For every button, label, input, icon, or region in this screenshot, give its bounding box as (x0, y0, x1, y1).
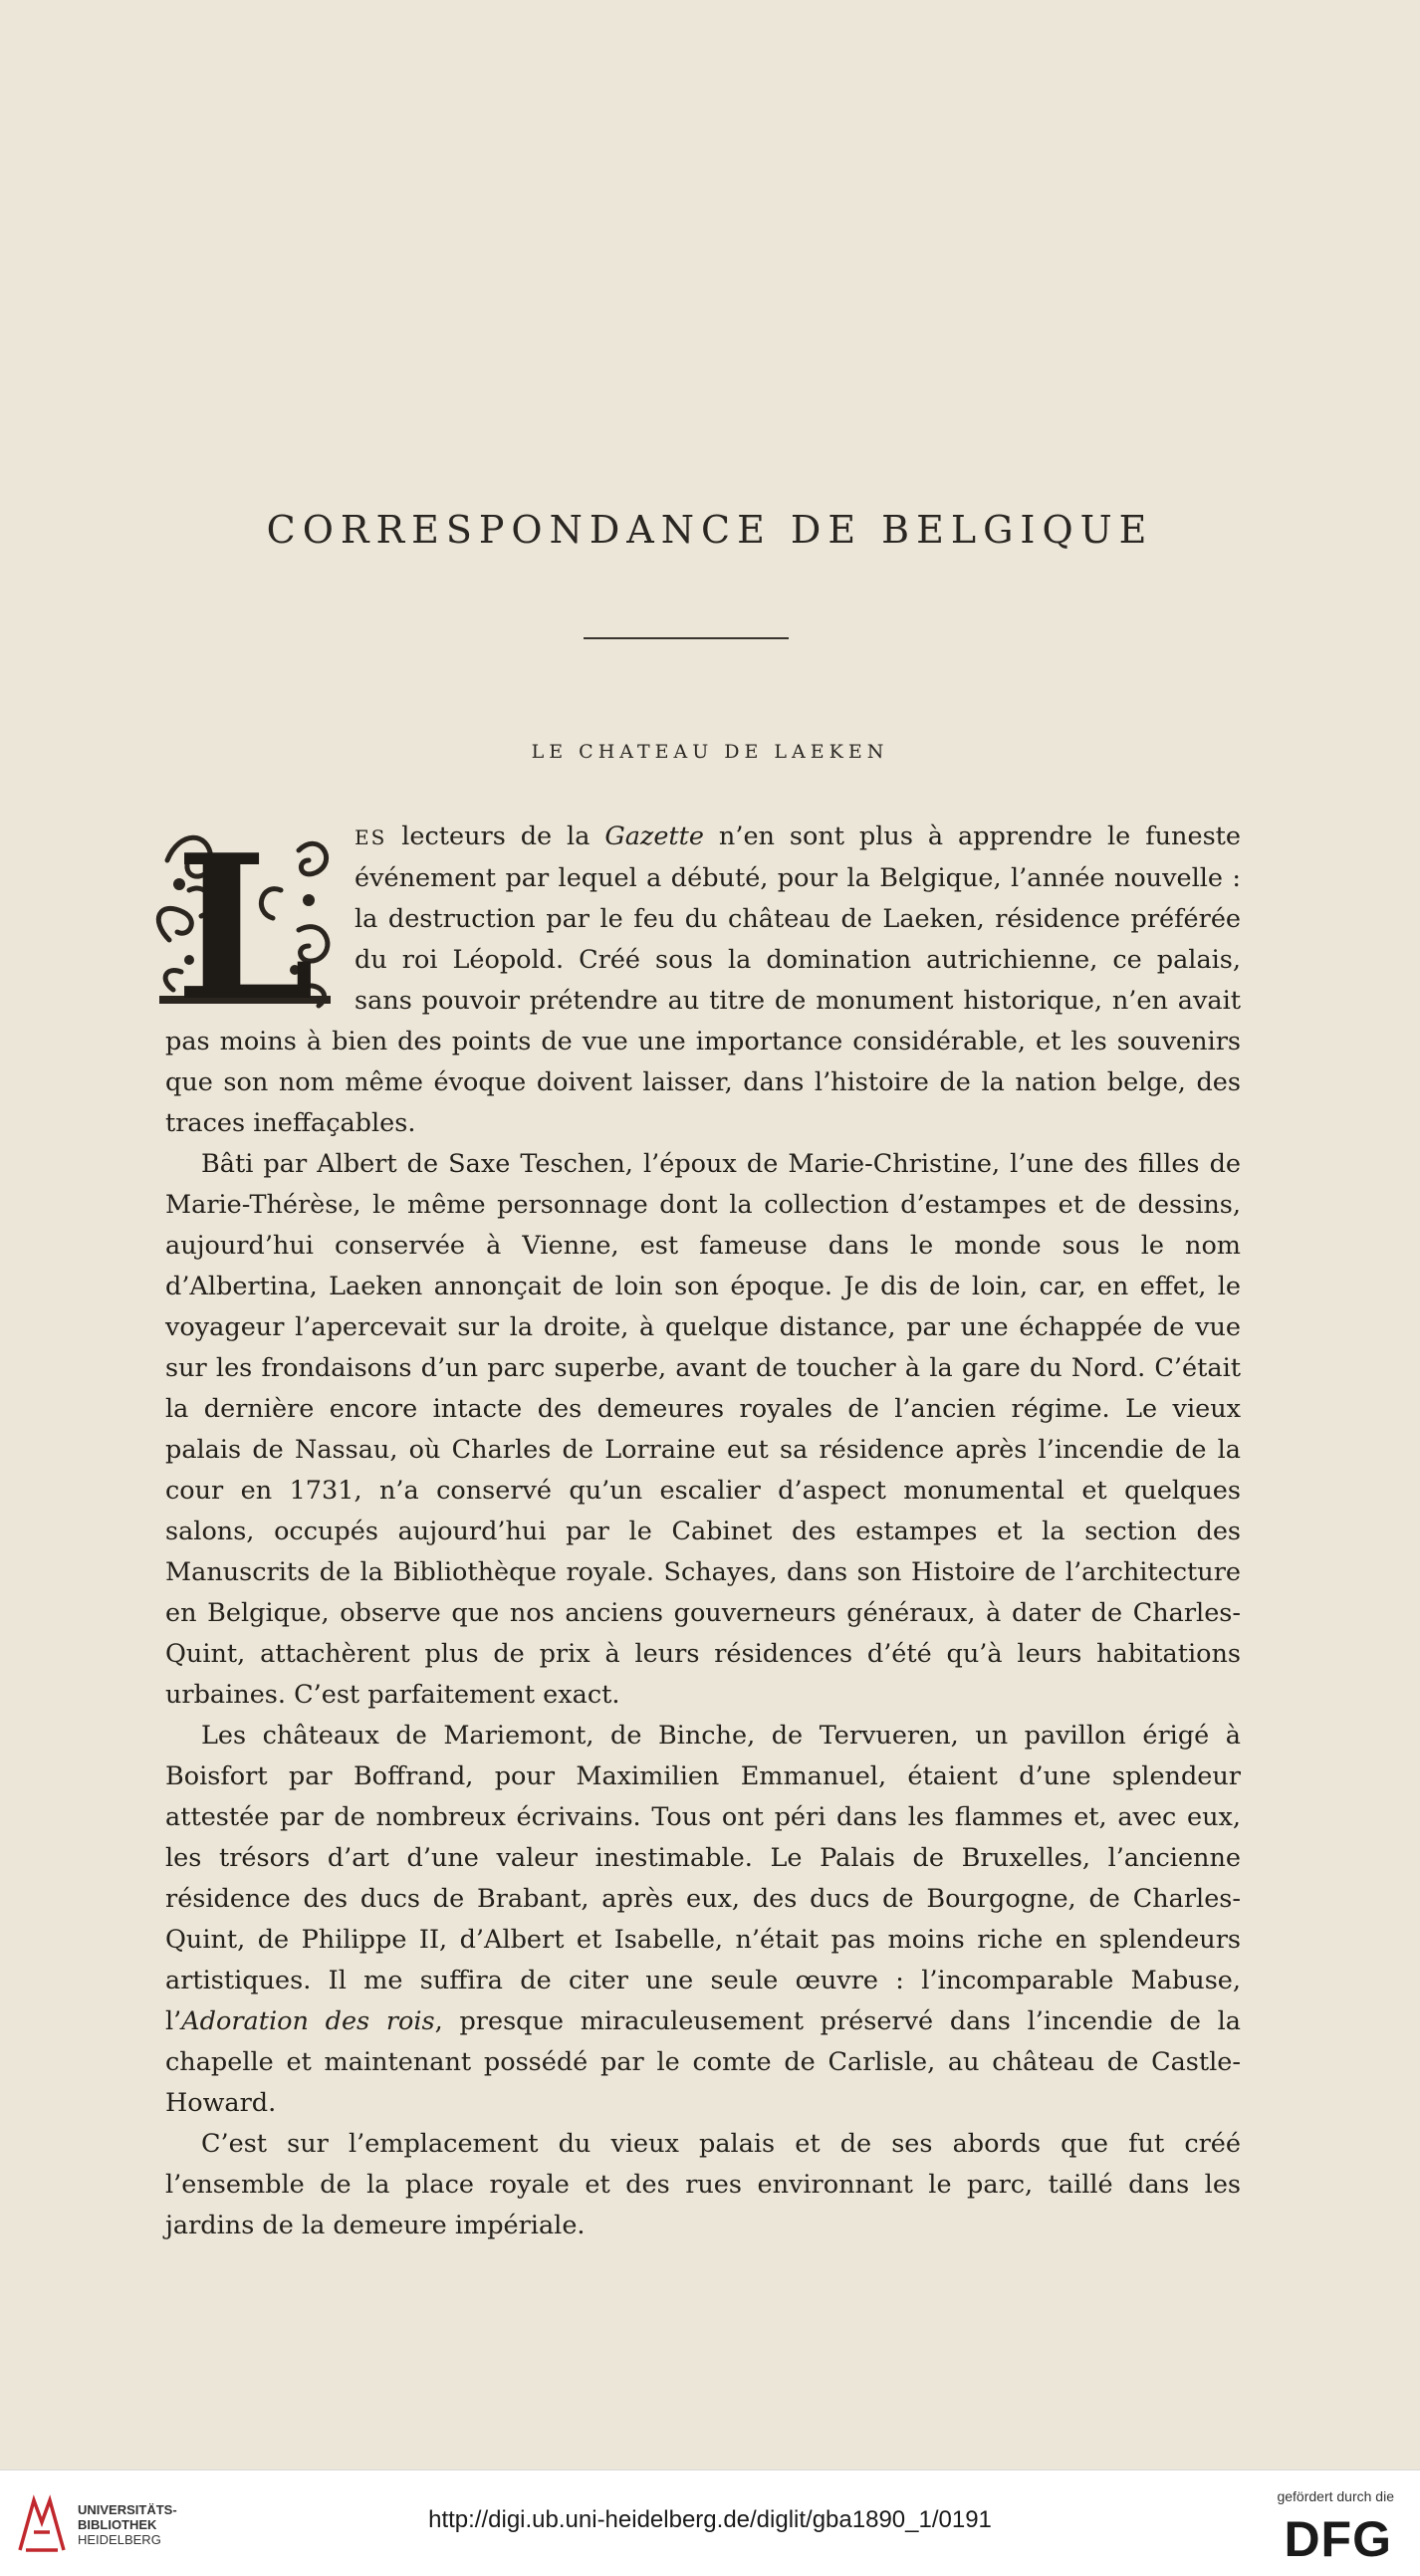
article-body (165, 817, 1241, 2246)
paragraph-1: L ES lecteurs de la Gazette n’en sont plus à apprendre le funeste événement par lequel a débuté, pour la Belgique, l’année nouvelle : la destruction par le feu du château de Laeken, résidence préférée du roi Léopold. Créé sous la domination autrichienne, ce palais, sans pouvoir prétendre au titre de monument historique, n’en avait pas moins à bien des points de vue une importance considérable, et les souvenirs que son nom même évoque doivent laisser, dans l’histoire de la nation belge, des traces ineffaçables. (165, 817, 1241, 1144)
article-title: CORRESPONDANCE DE BELGIQUE (266, 508, 1154, 552)
paragraph-2: Bâti par Albert de Saxe Teschen, l’époux de Marie-Christine, l’une des filles de Marie-Thérèse, le même personnage dont la collection d’estampes et de dessins, aujourd’hui conservée à Vienne, est fameuse dans le monde sous le nom d’Albertina, Laeken annonçait de loin son époque. Je dis de loin, car, en effet, le voyageur l’apercevait sur la droite, à quelque distance, par une échappée de vue sur les frondaisons d’un parc superbe, avant de toucher à la gare du Nord. C’était la dernière encore intacte des demeures royales de l’ancien régime. Le vieux palais de Nassau, où Charles de Lorraine eut sa résidence après l’incendie de la cour en 1731, n’a conservé qu’un escalier d’aspect monumental et quelques salons, occupés aujourd’hui par le Cabinet des estampes et la section des Manuscrits de la Bibliothèque royale. Schayes, dans son Histoire de l’architecture en Belgique, observe que nos anciens gouverneurs généraux, à dater de Charles-Quint, attachèrent plus de prix à leurs résidences d’été qu’à leurs habitations urbaines. C’est parfaitement exact. (165, 1149, 1241, 1710)
funding-label: gefördert durch die (1277, 2488, 1394, 2504)
library-name-line2: BIBLIOTHEK (78, 2517, 157, 2532)
dfg-logo[interactable]: DFG (1284, 2511, 1392, 2567)
title-divider (584, 637, 789, 639)
paragraph-3: Les châteaux de Mariemont, de Binche, de Tervueren, un pavillon érigé à Boisfort par Boffrand, pour Maximilien Emmanuel, étaient d’une splendeur attestée par de nombreux écrivains. Tous ont péri dans les flammes et, avec eux, les trésors d’art d’une valeur inestimable. Le Palais de Bruxelles, l’ancienne résidence des ducs de Brabant, après eux, des ducs de Bourgogne, de Charles-Quint, de Philippe II, d’Albert et Isabelle, n’était pas moins riche en splendeurs artistiques. Il me suffira de citer une seule œuvre : l’incomparable Mabuse, l’Adoration des rois, presque miraculeusement préservé dans l’incendie de la chapelle et maintenant possédé par le comte de Carlisle, au château de Castle-Howard. (165, 1721, 1241, 2118)
dropcap-ornament-icon (149, 820, 341, 1016)
library-name-line1: UNIVERSITÄTS- (78, 2502, 177, 2517)
permalink-url[interactable]: http://digi.ub.uni-heidelberg.de/diglit/gba1890_1/0191 (428, 2506, 992, 2533)
paragraph-4: C’est sur l’emplacement du vieux palais et de ses abords que fut créé l’ensemble de la place royale et des rues environnant le parc, taillé dans les jardins de la demeure impériale. (165, 2129, 1241, 2240)
library-name-line3: HEIDELBERG (78, 2532, 161, 2547)
article-subtitle: LE CHATEAU DE LAEKEN (531, 741, 889, 763)
viewer-footer (0, 2469, 1420, 2576)
ornamental-dropcap (149, 820, 341, 1016)
svg-text:L: L (174, 820, 316, 1016)
